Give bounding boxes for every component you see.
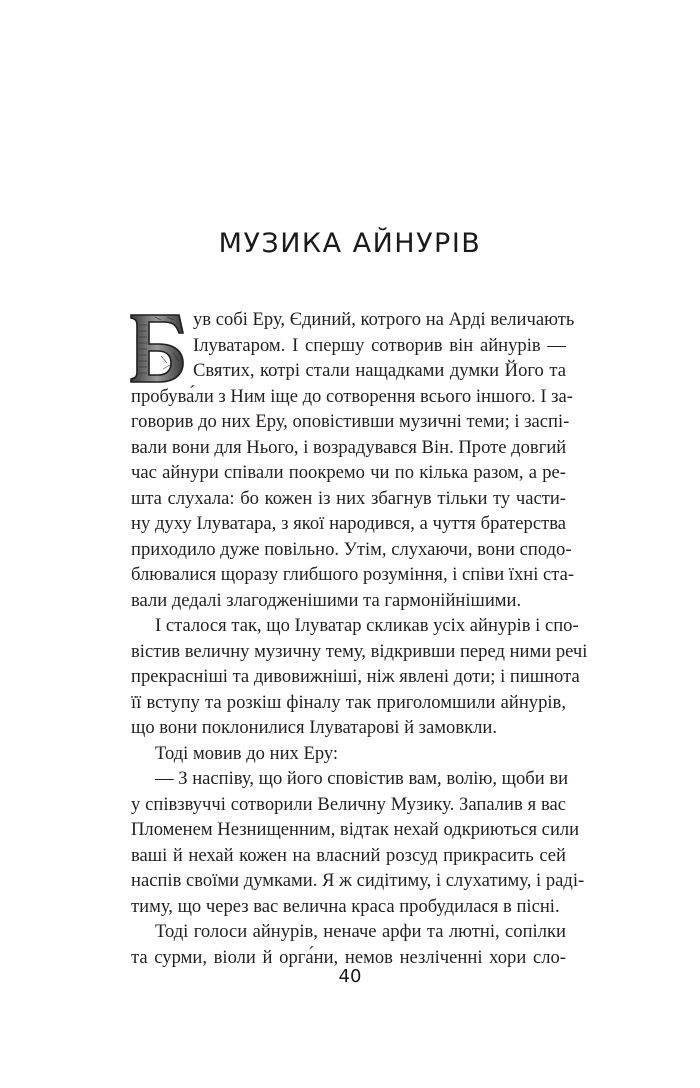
page-number: 40 bbox=[338, 966, 362, 987]
text-line: Святих, котрі стали нащадками думки Його та bbox=[193, 360, 566, 381]
text-line: наспів своїми думками. Я ж сидітиму, і слухатиму, і раді- bbox=[131, 870, 585, 891]
paragraph-start-line: І сталося так, що Ілуватар скликав усіх айнурів і спо- bbox=[155, 615, 579, 636]
text-line: вістив величну музичну тему, відкривши перед ними речі bbox=[131, 640, 588, 662]
paragraph-start-line: Тоді голоси айнурів, неначе арфи та лютні, сопілки bbox=[155, 921, 566, 942]
text-line: її вступу та розкіш фіналу так приголомшили айнурів, bbox=[131, 691, 566, 713]
text-line: ну духу Ілуватара, з якої народився, а чуття братерства bbox=[131, 513, 566, 534]
text-line: ваші й нехай кожен на власний розсуд прикрасить сей bbox=[131, 844, 566, 866]
text-line: приходило дуже повільно. Утім, слухаючи, вони сподо- bbox=[131, 538, 572, 560]
text-line: прекрасніші та дивовижніші, ніж явлені доти; і пишнота bbox=[131, 666, 580, 687]
text-line: тиму, що через вас велична краса пробудилася в пісні. bbox=[131, 895, 560, 917]
text-line: час айнури співали поокремо чи по кілька разом, а ре- bbox=[131, 462, 566, 483]
text-line: блювалися щоразу глибшого розуміння, і співи їхні ста- bbox=[131, 564, 575, 585]
text-line: Ілуватаром. І спершу сотворив він айнурів — bbox=[193, 334, 566, 356]
text-line: у співзвуччі сотворили Величну Музику. Запалив я вас bbox=[131, 793, 566, 815]
text-line: вали дедалі злагодженішими та гармонійнішими. bbox=[131, 589, 522, 611]
dialogue-line: — З наспіву, що його сповістив вам, волію, щоби ви bbox=[155, 768, 569, 789]
drop-cap-letter-icon bbox=[127, 311, 185, 385]
text-line: шта слухала: бо кожен із них збагнув тільки ту части- bbox=[131, 487, 566, 509]
text-line: вали вони для Нього, і возрадувався Він. Проте довгий bbox=[131, 436, 567, 458]
text-line: говорив до них Еру, оповістивши музичні теми; і заспі- bbox=[131, 411, 570, 432]
text-line: та сурми, віоли й орга́ни, немов незліченні хори сло- bbox=[131, 946, 566, 968]
text-line: що вони поклонилися Ілуватарові й замовкли. bbox=[131, 717, 498, 738]
chapter-title: МУЗИКА АЙНУРІВ bbox=[218, 228, 482, 259]
chapter-body bbox=[131, 307, 588, 970]
text-line: пробува́ли з Ним іще до сотворення всього іншого. І за- bbox=[131, 385, 573, 407]
text-line: ув собі Еру, Єдиний, котрого на Арді величають bbox=[193, 309, 575, 330]
text-line: Пломенем Незнищенним, відтак нехай одкриються сили bbox=[131, 819, 580, 840]
paragraph-start-line: Тоді мовив до них Еру: bbox=[155, 742, 339, 764]
